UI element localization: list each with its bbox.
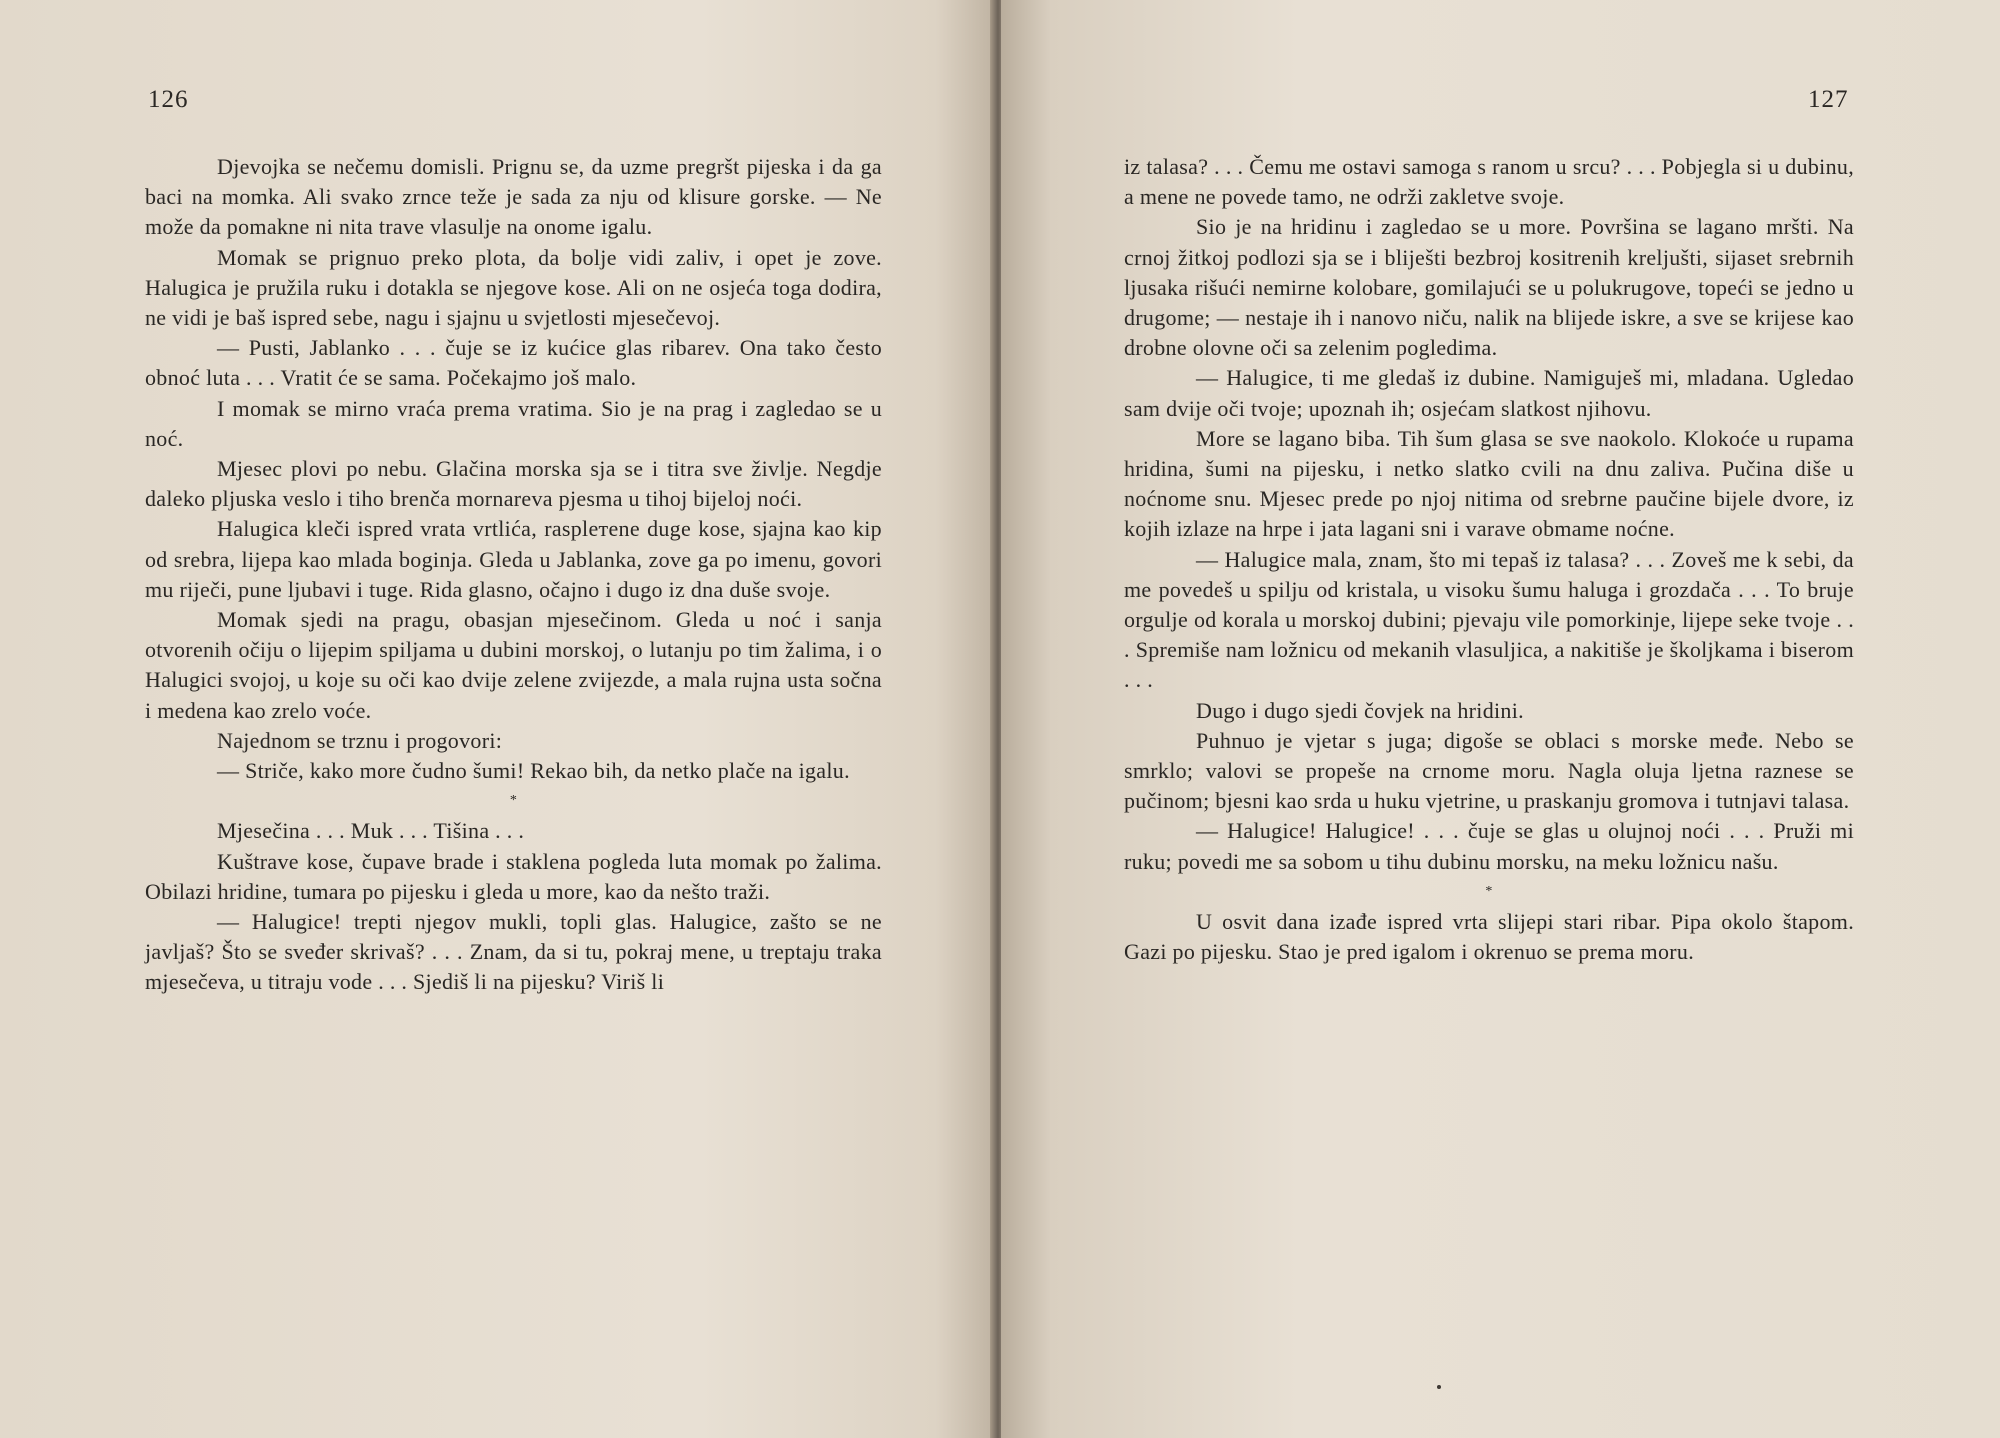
paragraph: Kuštrave kose, čupave brade i staklena pogleda luta momak po žalima. Obilazi hridine, tumara po pijesku i gleda u more, kao da nešto traži. <box>145 848 882 904</box>
page-number: 126 <box>148 86 189 113</box>
paragraph: U osvit dana izađe ispred vrta slijepi stari ribar. Pipa okolo štapom. Gazi po pijesku. Stao je pred igalom i okrenuo se prema moru. <box>1124 909 1854 965</box>
paragraph: Djevojka se nečemu domisli. Prignu se, da uzme pregršt pijeska i da ga baci na momka. Ali svako zrnce teže je sada za nju od klisure gorske. — Ne može da pomakne ni nita trave vlasulje na onome igalu. <box>145 154 882 240</box>
paragraph: — Pusti, Jablanko . . . čuje se iz kućice glas ribarev. Ona tako često obnoć luta . . . Vratit će se sama. Počekajmo još malo. <box>145 335 882 391</box>
paragraph: — Halugice, ti me gledaš iz dubine. Namiguješ mi, mladana. Ugledao sam dvije oči tvoje; upoznah ih; osjećam slatkost njihovu. <box>1124 365 1854 421</box>
paragraph: — Halugice mala, znam, što mi tepaš iz talasa? . . . Zoveš me k sebi, da me povedeš u spilju od kristala, u visoku šumu haluga i grozdača . . . To bruje orgulje od korala u morskoj dubini; pjevaju vile pomorkinje, lijepe seke tvoje . . . Spremiše nam ložnicu od mekanih vlasuljica, a nakitiše je školjkama i biserom . . . <box>1124 546 1854 693</box>
paragraph: Halugica kleči ispred vrata vrtlića, rasplетene duge kose, sjajna kao kip od srebra, lijepa kao mlada boginja. Gleda u Jablanka, zove ga po imenu, govori mu riječi, pune ljubavi i tuge. Rida glasno, očajno i dugo iz dna duše svoje. <box>145 516 882 602</box>
paragraph: Mjesečina . . . Muk . . . Tišina . . . <box>217 818 525 844</box>
paragraph: Puhnuo je vjetar s juga; digoše se oblaci s morske međe. Nebo se smrklo; valovi se propeše na crnome moru. Nagla oluja ljetna raznese se pučinom; bjesni kao srda u huku vjetrine, u praskanju gromova i tutnjavi talasa. <box>1124 727 1854 814</box>
paragraph: — Halugice! trepti njegov mukli, topli glas. Halugice, zašto se ne javljaš? Što se sveđer skrivaš? . . . Znam, da si tu, pokraj mene, u treptaju traka mjesečeva, u titraju vode . . . Sjediš li na pijesku? Viriš li <box>145 909 882 995</box>
paragraph: iz talasa? . . . Čemu me ostavi samoga s ranom u srcu? . . . Pobjegla si u dubinu, a mene ne povede tamo, ne održi zakletve svoje. <box>1124 154 1854 210</box>
paragraph: More se lagano biba. Tih šum glasa se sve naokolo. Klokoće u rupama hridina, šumi na pijesku, i netko slatko cvili na dnu zaliva. Pučina diše u noćnome snu. Mjesec prede po njoj nitima od srebrne paučine bijele dvore, iz kojih izlaze na hrpe i jata lagani sni i varave obmame noćne. <box>1124 425 1854 542</box>
page-number: 127 <box>1808 86 1849 113</box>
paragraph: — Halugice! Halugice! . . . čuje se glas u olujnoj noći . . . Pruži mi ruku; povedi me sa sobom u tihu dubinu morsku, na meku ložnicu našu. <box>1124 818 1854 874</box>
left-page <box>0 0 995 1438</box>
paragraph: — Striče, kako more čudno šumi! Rekao bih, da netko plače na igalu. <box>217 758 850 784</box>
paragraph: Momak sjedi na pragu, obasjan mjesečinom. Gleda u noć i sanja otvorenih očiju o lijepim spiljama u dubini morskoj, o lutanju po tim žalima, i o Halugici svojoj, u koje su oči kao dvije zelene zvijezde, a mala rujna usta sočna i medena kao zrelo voće. <box>145 607 882 723</box>
section-separator: * <box>1485 883 1493 899</box>
print-speck <box>1437 1385 1441 1389</box>
paragraph: I momak se mirno vraća prema vratima. Sio je na prag i zagledao se u noć. <box>145 395 882 451</box>
left-page-text <box>145 152 882 998</box>
right-page-text <box>1124 152 1854 967</box>
paragraph: Mjesec plovi po nebu. Glačina morska sja se i titra sve življe. Negdje daleko pljuska veslo i tiho brenča mornareva pjesma u tihoj bijeloj noći. <box>145 456 882 512</box>
paragraph: Momak se prignuo preko plota, da bolje vidi zaliv, i opet je zove. Halugica je pružila ruku i dotakla se njegove kose. Ali on ne osjeća toga dodira, ne vidi je baš ispred sebe, nagu i sjajnu u svjetlosti mjesečevoj. <box>145 244 882 331</box>
paragraph: Najednom se trznu i progovori: <box>217 727 503 753</box>
section-separator: * <box>509 793 518 809</box>
paragraph: Sio je na hridinu i zagledao se u more. Površina se lagano mršti. Na crnoj žitkoj podlozi sja se i bliješti bezbroj kositrenih krelјušti, sijaset srebrnih ljusaka rišući nemirne kolobare, gomilajući se u polukrugove, topeći se jedno u drugome; — nestaje ih i nanovo niču, nalik na blijede iskre, a sve se krijese kao drobne olovne oči sa zelenim pogledima. <box>1124 214 1854 361</box>
paragraph: Dugo i dugo sjedi čovjek na hridini. <box>1196 697 1524 723</box>
